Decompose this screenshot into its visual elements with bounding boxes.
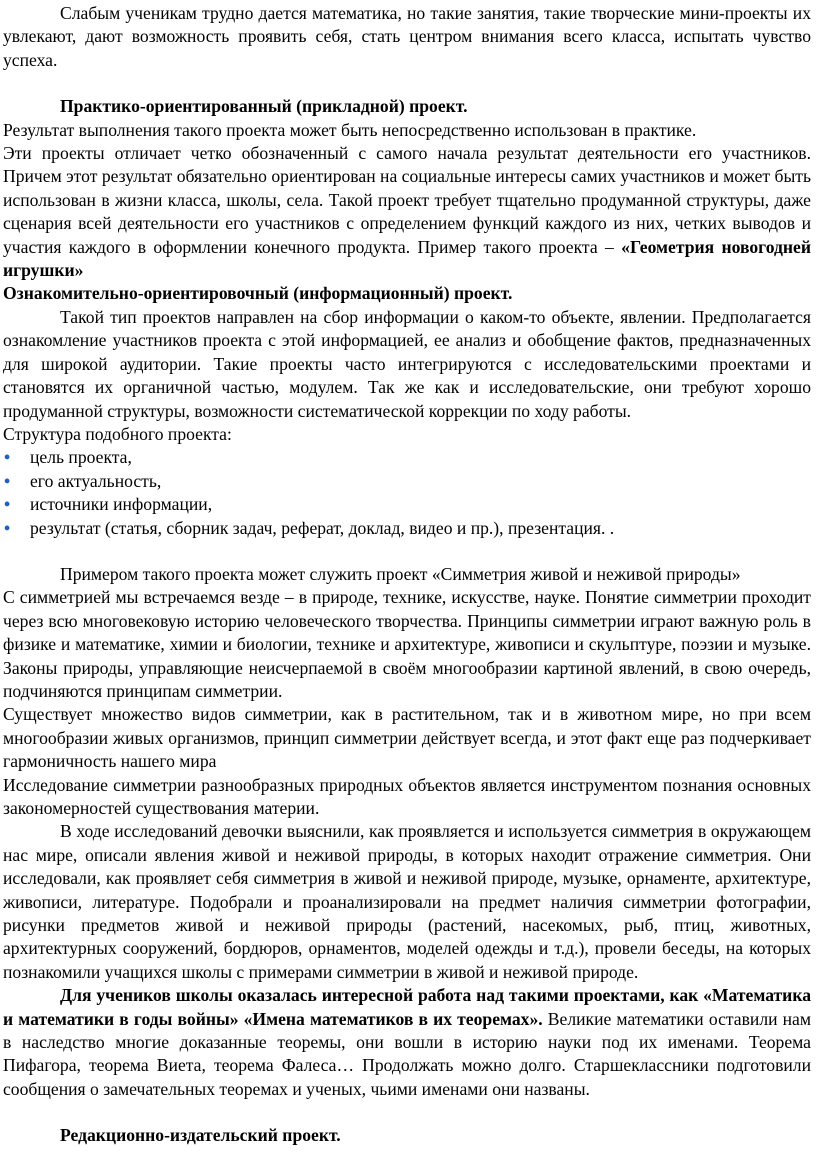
paragraph-structure-label: Структура подобного проекта: bbox=[3, 423, 232, 444]
list-item: • результат (статья, сборник задач, реферат, доклад, видео и пр.), презентация. . bbox=[3, 517, 811, 540]
bullet-icon: • bbox=[4, 470, 11, 491]
paragraph-symmetry-kinds: Существует множество видов симметрии, как в растительном, так и в животном мире, но при всем многообразии живых организмов, принцип симметрии действует всегда, и этот факт еще раз подчеркивает гармоничность нашего мира bbox=[3, 704, 811, 772]
paragraph-math-projects bbox=[3, 984, 811, 1101]
example-title-toy-geometry: «Геометрия новогодней игрушки» bbox=[3, 236, 811, 281]
paragraph-symmetry-everywhere: С симметрией мы встречаемся везде – в природе, технике, искусстве, науке. Понятие симметрии проходит через всю многовековую историю человеческого творчества. Принципы симметрии играют важную роль в физике и математике, химии и биологии, технике и архитектуре, живописи и скульптуре, поэзии и музыке. Законы природы, управляющие неисчерпаемой в своём многообразии картиной явлений, в свою очередь, подчиняются принципам симметрии. bbox=[3, 587, 811, 701]
paragraph-symmetry-research: Исследование симметрии разнообразных природных объектов является инструментом познания основных закономерностей существования материи. bbox=[3, 774, 811, 818]
paragraph-practice-result: Результат выполнения такого проекта может быть непосредственно использован в практике. bbox=[3, 119, 697, 140]
list-item: • его актуальность, bbox=[3, 470, 811, 493]
bullet-icon: • bbox=[4, 517, 11, 538]
math-projects-bold-text: Для учеников школы оказалась интересной работа над такими проектами, как «Математика и математики в годы войны» «Имена математиков в их теоремах». bbox=[3, 985, 811, 1029]
paragraph-intro: Слабым ученикам трудно дается математика, но такие занятия, такие творческие мини-проекты их увлекают, дают возможность проявить себя, стать центром внимания всего класса, испытать чувство успеха. bbox=[3, 3, 811, 70]
heading-editorial-project: Редакционно-издательский проект. bbox=[60, 1125, 341, 1146]
heading-practice-project: Практико-ориентированный (прикладной) проект. bbox=[60, 96, 468, 117]
paragraph-girls-research: В ходе исследований девочки выяснили, как проявляется и используется симметрия в окружающем нас мире, описали явления живой и неживой природы, в которых находит отражение симметрия. Они исследовали, как проявляет себя симметрия в живой и неживой природе, музыке, орнаменте, архитектуре, живописи, литературе. Подобрали и проанализировали на предмет наличия симметрии фотографии, рисунки предметов живой и неживой природы (растений, насекомых, рыб, птиц, животных, архитектурных сооружений, бордюров, орнаментов, моделей одежды и т.д.), провели беседы, на которых познакомили учащихся школы с примерами симметрии в живой и неживой природе. bbox=[3, 821, 811, 982]
heading-info-project: Ознакомительно-ориентировочный (информационный) проект. bbox=[3, 283, 513, 304]
paragraph-info-description: Такой тип проектов направлен на сбор информации о каком-то объекте, явлении. Предполагается ознакомление участников проекта с этой информацией, ее анализ и обобщение фактов, предназначенных для широкой аудитории. Такие проекты часто интегрируются с исследовательскими проектами и становятся их органичной частью, модулем. Так же как и исследовательские, они требуют хорошо продуманной структуры, возможности систематической коррекции по ходу работы. bbox=[3, 306, 811, 421]
paragraph-practice-description bbox=[3, 142, 811, 282]
math-projects-text: Великие математики оставили нам в наследство многие доказанные теоремы, они вошли в историю науки под их именами. Теорема Пифагора, теорема Виета, теорема Фалеса… Продолжать можно долго. Старшеклассники подготовили сообщения о замечательных теоремах и ученых, чьими именами они названы. bbox=[3, 1008, 812, 1099]
list-item: • цель проекта, bbox=[3, 446, 811, 469]
structure-list bbox=[3, 446, 811, 540]
paragraph-practice-text: Эти проекты отличает четко обозначенный с самого начала результат деятельности его участников. Причем этот результат обязательно ориентирован на социальные интересы самих участников и может быть использован в жизни класса, школы, села. Такой проект требует тщательно продуманной структуры, даже сценария всей деятельности его участников с определением функций каждого из них, четких выводов и участия каждого в оформлении конечного продукта. Пример такого проекта – bbox=[3, 143, 811, 257]
list-item: • источники информации, bbox=[3, 493, 811, 516]
paragraph-symmetry-example: Примером такого проекта может служить проект «Симметрия живой и неживой природы» bbox=[60, 563, 741, 584]
bullet-icon: • bbox=[4, 447, 11, 468]
bullet-icon: • bbox=[4, 494, 11, 515]
